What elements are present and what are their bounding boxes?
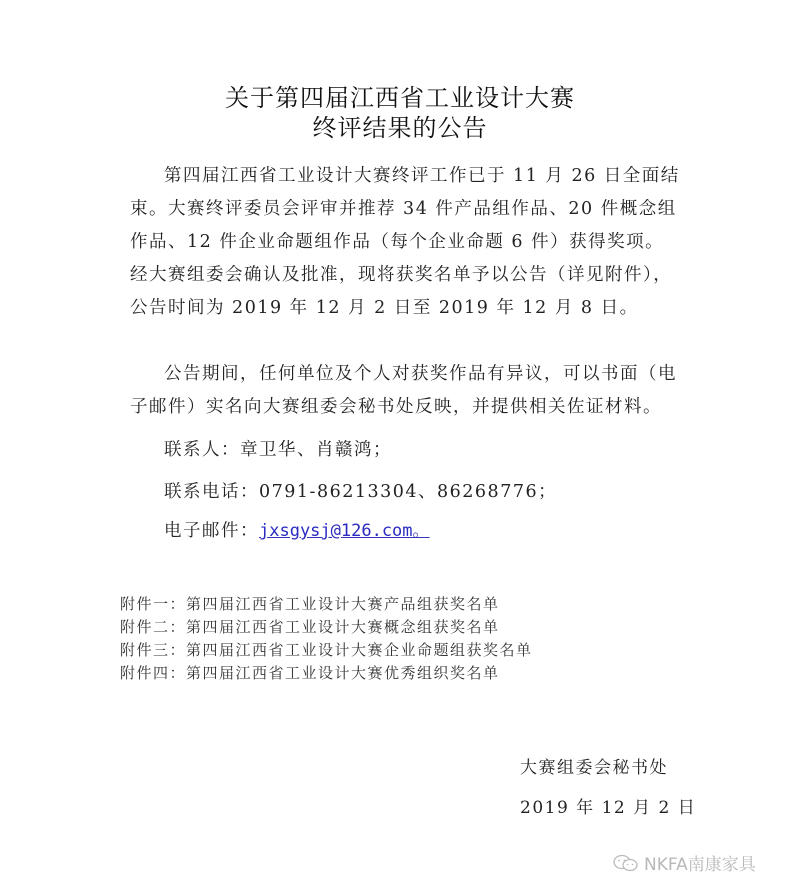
signature-org: 大赛组委会秘书处 (520, 758, 668, 778)
paragraph-line: 作品、12 件企业命题组作品（每个企业命题 6 件）获得奖项。 (130, 232, 665, 252)
attachment-item: 附件二：第四届江西省工业设计大赛概念组获奖名单 (120, 618, 500, 636)
contact-person (164, 436, 392, 461)
wechat-icon (612, 854, 640, 872)
contact-email (164, 516, 430, 542)
contact-phone-value: 0791-86213304、86268776； (259, 482, 558, 502)
attachments-list (120, 593, 533, 685)
paragraph-line: 束。大赛终评委员会评审并推荐 34 件产品组作品、20 件概念组 (130, 199, 677, 219)
watermark-text: NKFA南康家具 (644, 855, 756, 875)
email-link[interactable]: jxsgysj@126.com。 (259, 521, 430, 541)
contact-email-label: 电子邮件： (164, 521, 259, 541)
attachment-item: 附件四：第四届江西省工业设计大赛优秀组织奖名单 (120, 664, 500, 682)
paragraph-line: 公告时间为 2019 年 12 月 2 日至 2019 年 12 月 8 日。 (130, 298, 639, 318)
document-title-line-2: 终评结果的公告 (312, 114, 488, 142)
signature-date: 2019 年 12 月 2 日 (520, 798, 697, 818)
contact-person-label: 联系人： (164, 440, 240, 460)
paragraph-objection (130, 358, 690, 424)
paragraph-line: 子邮件）实名向大赛组委会秘书处反映，并提供相关佐证材料。 (130, 397, 662, 417)
attachment-item: 附件一：第四届江西省工业设计大赛产品组获奖名单 (120, 595, 500, 613)
paragraph-line: 第四届江西省工业设计大赛终评工作已于 11 月 26 日全面结 (164, 166, 680, 186)
contact-person-value: 章卫华、肖赣鸿； (240, 440, 392, 460)
contact-phone-label: 联系电话： (164, 482, 259, 502)
paragraph-announcement (130, 160, 690, 325)
paragraph-line: 公告期间，任何单位及个人对获奖作品有异议，可以书面（电 (164, 364, 677, 384)
document-title-line-1: 关于第四届江西省工业设计大赛 (225, 84, 575, 112)
watermark (612, 850, 756, 875)
contact-phone (164, 478, 557, 503)
paragraph-line: 经大赛组委会确认及批准，现将获奖名单予以公告（详见附件）， (130, 265, 673, 285)
attachment-item: 附件三：第四届江西省工业设计大赛企业命题组获奖名单 (120, 641, 533, 659)
